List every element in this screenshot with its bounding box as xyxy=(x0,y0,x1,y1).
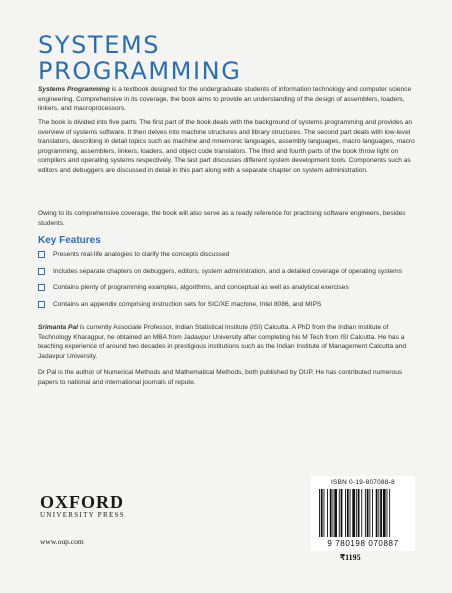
author-bio-2: Dr Pal is the author of Numerical Methods and Mathematical Methods, both published by OUP. He has contributed numerous papers to national and international journals of repute. xyxy=(38,369,403,386)
author-name: Srimanta Pal xyxy=(38,324,78,331)
key-feature-text: Contains an appendix comprising instruction sets for SIC/XE machine, Intel 8086, and MIPS xyxy=(53,300,322,308)
key-feature-item xyxy=(38,283,418,293)
key-features-heading: Key Features xyxy=(38,235,101,246)
reference-paragraph: Owing to its comprehensive coverage, the book will also serve as a ready reference for practising software engineers, besides students. xyxy=(38,210,406,227)
parts-paragraph: The book is divided into five parts. The first part of the book deals with the background of systems programming and provides an overview of systems software. It then delves into machine structures and library structures. The second part deals with low-level translators, describing in detail topics such as machine and mnemonic languages, assembly languages, macro languages, macro programming, assemblers, linkers, loaders, and object code translators. The third and fourth parts of the book throw light on compilers and operating systems respectively. The last part discusses different system development tools. Components such as editors and debuggers are discussed in detail in this part along with a separate chapter on system administration. xyxy=(38,119,415,174)
intro-paragraph xyxy=(38,85,418,114)
square-bullet-icon xyxy=(38,268,45,275)
square-bullet-icon xyxy=(38,284,45,291)
key-feature-item xyxy=(38,300,418,310)
square-bullet-icon xyxy=(38,301,45,308)
barcode-icon xyxy=(315,489,411,539)
key-features-list xyxy=(38,250,418,316)
publisher-subtitle: UNIVERSITY PRESS xyxy=(40,511,125,519)
author-bio xyxy=(38,323,418,361)
intro-book-title: Systems Programming xyxy=(38,86,110,93)
square-bullet-icon xyxy=(38,251,45,258)
publisher-logo: OXFORD xyxy=(40,492,124,512)
isbn-label: ISBN 0-19-807088-8 xyxy=(330,479,396,486)
key-feature-item xyxy=(38,267,418,277)
intro-text: is a textbook designed for the undergraduate students of information technology and computer science engineering. Comprehensive in its coverage, the book aims to provide an understanding of the design of assemblers, loaders, linkers, and macroprocessors. xyxy=(38,86,412,113)
price-label: ₹1195 xyxy=(340,553,361,562)
publisher-url: www.oup.com xyxy=(40,537,84,546)
barcode-panel xyxy=(311,476,415,551)
key-feature-text: Presents real-life analogies to clarify the concepts discussed xyxy=(53,251,230,258)
ean-number: 9 780198 070887 xyxy=(327,539,399,548)
title-line-1: SYSTEMS xyxy=(38,31,161,59)
key-feature-item xyxy=(38,250,418,260)
key-feature-text: Contains plenty of programming examples, algorithms, and conceptual as well as analytical exercises xyxy=(53,284,349,292)
book-title xyxy=(38,32,241,84)
key-feature-text: Includes separate chapters on debuggers, editors, system administration, and a detailed coverage of operating systems xyxy=(53,267,402,275)
author-bio-text: is currently Associate Professor, Indian Statistical Institute (ISI) Calcutta. A PhD from the Indian Institute of Technology Kharagpur, he obtained an MBA from Jadavpur University after completing his M Tech from ISI Calcutta. He has a teaching experience of around two decades in prestigious institutions such as the Indian Institute of Management Calcutta and Jadavpur University. xyxy=(38,324,407,360)
title-line-2: PROGRAMMING xyxy=(38,57,242,85)
